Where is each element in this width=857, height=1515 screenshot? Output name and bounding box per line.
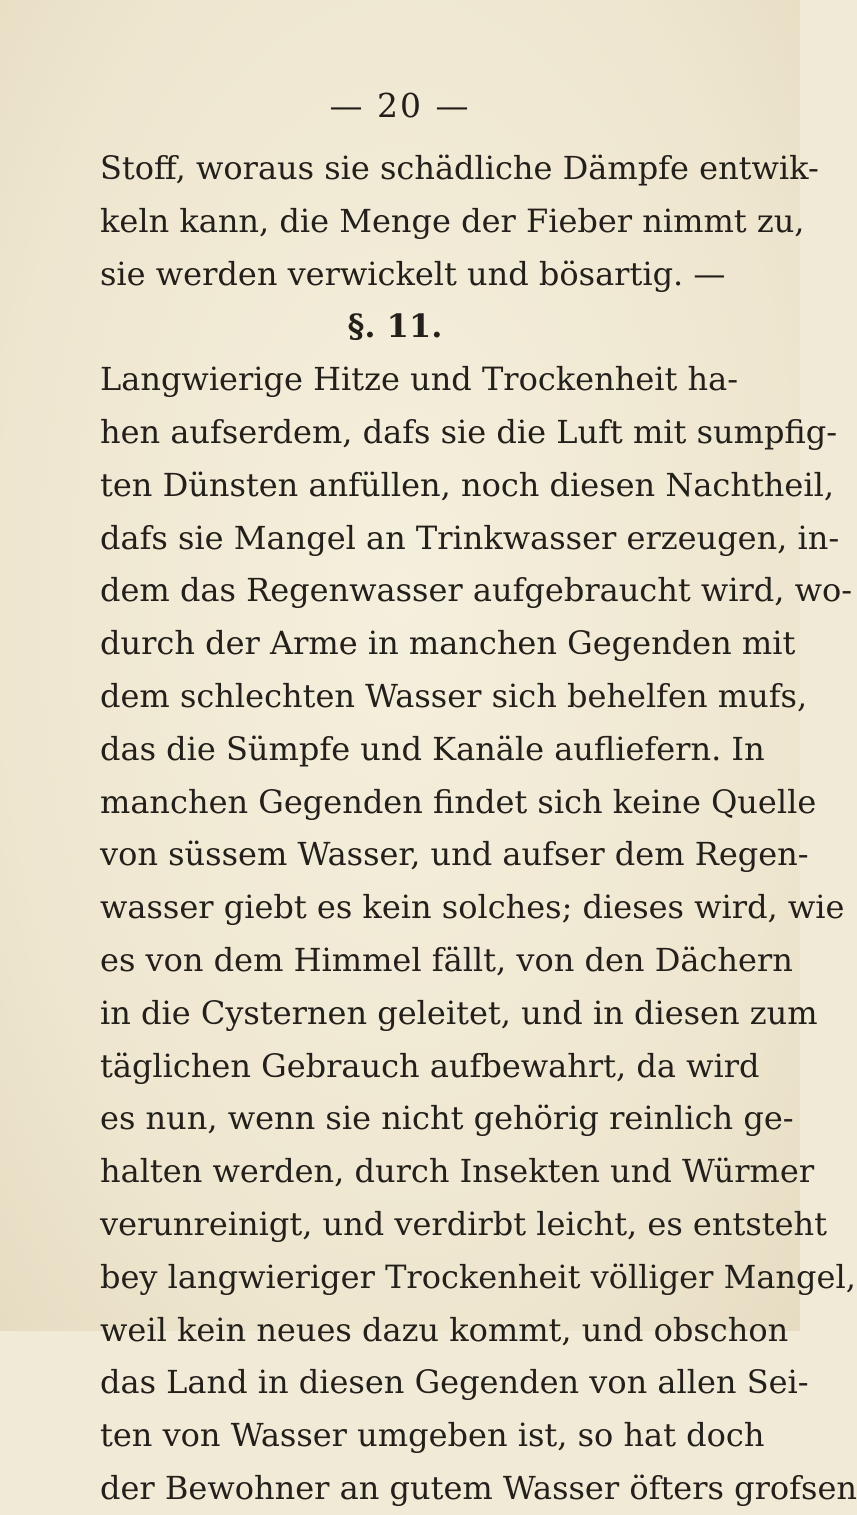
page-number-header: — 20 —	[329, 86, 471, 125]
text-line: ten Dünsten anfüllen, noch diesen Nachtheil,	[100, 465, 834, 504]
text-line: dem schlechten Wasser sich behelfen mufs,	[100, 676, 808, 715]
text-line: das Land in diesen Gegenden von allen Sei-	[100, 1363, 809, 1402]
text-line: Stoff, woraus sie schädliche Dämpfe entwik-	[100, 149, 819, 187]
text-line: sie werden verwickelt und bösartig. —	[100, 254, 726, 293]
body-text	[100, 142, 857, 1515]
text-line: hen aufserdem, dafs sie die Luft mit sumpfig-	[100, 412, 838, 451]
text-line: weil kein neues dazu kommt, und obschon	[100, 1310, 789, 1349]
text-line: wasser giebt es kein solches; dieses wird, wie	[100, 888, 845, 927]
text-line: ten von Wasser umgeben ist, so hat doch	[100, 1416, 765, 1455]
text-line: manchen Gegenden findet sich keine Quelle	[100, 782, 817, 821]
section-heading: §. 11.	[347, 307, 443, 346]
text-line: in die Cysternen geleitet, und in diesen zum	[100, 993, 818, 1032]
text-line: keln kann, die Menge der Fieber nimmt zu,	[100, 201, 805, 240]
text-line: dem das Regenwasser aufgebraucht wird, wo-	[100, 571, 853, 610]
text-line: halten werden, durch Insekten und Würmer	[100, 1152, 815, 1191]
text-line: Langwierige Hitze und Trockenheit ha-	[100, 360, 739, 399]
text-line: das die Sümpfe und Kanäle aufliefern. In	[100, 729, 765, 768]
text-line: durch der Arme in manchen Gegenden mit	[100, 624, 796, 663]
text-line: der Bewohner an gutem Wasser öfters grofsen	[100, 1468, 857, 1507]
text-line: dafs sie Mangel an Trinkwasser erzeugen, in-	[100, 518, 840, 557]
text-line: verunreinigt, und verdirbt leicht, es entsteht	[100, 1204, 828, 1243]
text-line: bey langwieriger Trockenheit völliger Mangel,	[100, 1257, 856, 1296]
text-line: es nun, wenn sie nicht gehörig reinlich ge-	[100, 1099, 794, 1138]
text-line: täglichen Gebrauch aufbewahrt, da wird	[100, 1046, 760, 1085]
text-line: es von dem Himmel fällt, von den Dächern	[100, 940, 793, 979]
text-line: von süssem Wasser, und aufser dem Regen-	[100, 835, 809, 874]
